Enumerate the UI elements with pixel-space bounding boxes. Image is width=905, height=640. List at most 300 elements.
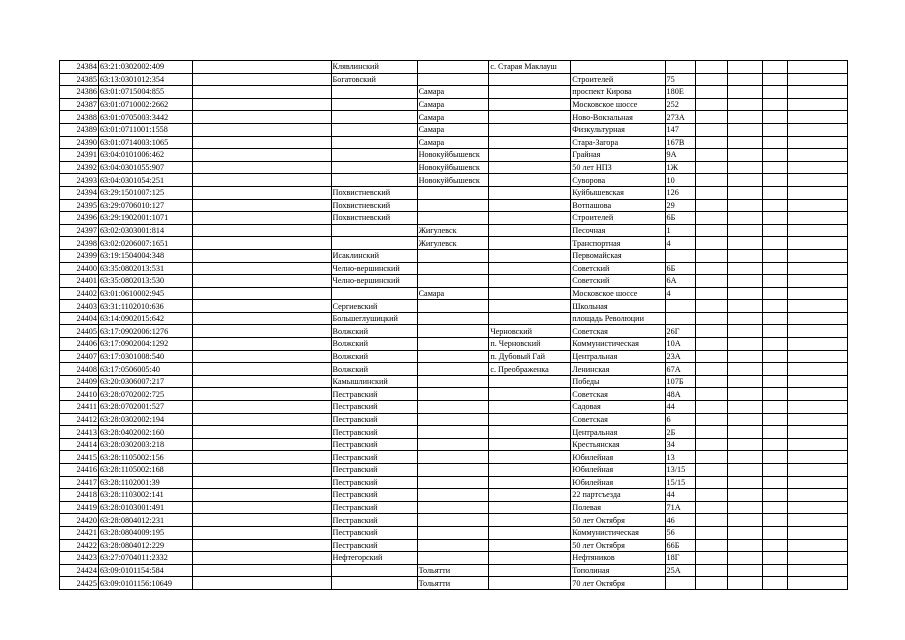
cell-cadastral-number[interactable]: 63:09:0101154:584 xyxy=(98,564,192,577)
cell-district[interactable]: Пестравский xyxy=(331,426,417,439)
cell-row-number[interactable]: 24389 xyxy=(60,123,99,136)
cell-city[interactable] xyxy=(417,275,489,288)
cell-city[interactable] xyxy=(417,212,489,225)
cell-settlement[interactable]: с. Преображенка xyxy=(489,363,571,376)
cell-empty[interactable] xyxy=(788,275,848,288)
cell-empty[interactable] xyxy=(762,123,788,136)
cell-settlement[interactable] xyxy=(489,262,571,275)
cell-empty[interactable] xyxy=(788,224,848,237)
cell-cadastral-number[interactable]: 63:31:1102010:636 xyxy=(98,300,192,313)
cell-district[interactable]: Клявлинский xyxy=(331,61,417,74)
cell-district[interactable]: Пестравский xyxy=(331,489,417,502)
cell-district[interactable] xyxy=(331,564,417,577)
cell-district[interactable]: Волжский xyxy=(331,325,417,338)
cell-empty[interactable] xyxy=(788,451,848,464)
cell-street[interactable]: проспект Кирова xyxy=(571,86,665,99)
cell-street[interactable]: Вотпашова xyxy=(571,199,665,212)
cell-empty[interactable] xyxy=(728,325,763,338)
cell-empty[interactable] xyxy=(762,161,788,174)
cell-empty[interactable] xyxy=(728,199,763,212)
cell-street[interactable]: Советская xyxy=(571,325,665,338)
cell-cadastral-number[interactable]: 63:02:0303001:814 xyxy=(98,224,192,237)
cell-house[interactable]: 10 xyxy=(665,174,696,187)
cell-empty[interactable] xyxy=(193,501,331,514)
cell-cadastral-number[interactable]: 63:21:0302002:409 xyxy=(98,61,192,74)
cell-house[interactable]: 34 xyxy=(665,438,696,451)
cell-empty[interactable] xyxy=(788,401,848,414)
cell-city[interactable] xyxy=(417,249,489,262)
cell-empty[interactable] xyxy=(762,249,788,262)
cell-settlement[interactable] xyxy=(489,287,571,300)
cell-empty[interactable] xyxy=(696,249,728,262)
cell-house[interactable] xyxy=(665,249,696,262)
cell-empty[interactable] xyxy=(762,61,788,74)
cell-empty[interactable] xyxy=(728,73,763,86)
cell-empty[interactable] xyxy=(696,552,728,565)
cell-row-number[interactable]: 24415 xyxy=(60,451,99,464)
cell-street[interactable]: Строителей xyxy=(571,212,665,225)
cell-empty[interactable] xyxy=(762,73,788,86)
cell-empty[interactable] xyxy=(193,123,331,136)
cell-city[interactable] xyxy=(417,401,489,414)
cell-empty[interactable] xyxy=(696,577,728,590)
cell-empty[interactable] xyxy=(788,526,848,539)
cell-empty[interactable] xyxy=(696,174,728,187)
cell-cadastral-number[interactable]: 63:19:1504004:348 xyxy=(98,249,192,262)
cell-empty[interactable] xyxy=(762,312,788,325)
cell-cadastral-number[interactable]: 63:01:0610002:945 xyxy=(98,287,192,300)
cell-house[interactable]: 6Б xyxy=(665,212,696,225)
cell-empty[interactable] xyxy=(788,338,848,351)
cell-empty[interactable] xyxy=(728,489,763,502)
cell-empty[interactable] xyxy=(762,363,788,376)
cell-city[interactable]: Самара xyxy=(417,136,489,149)
cell-settlement[interactable] xyxy=(489,136,571,149)
cell-district[interactable] xyxy=(331,224,417,237)
cell-settlement[interactable] xyxy=(489,111,571,124)
cell-empty[interactable] xyxy=(762,401,788,414)
cell-empty[interactable] xyxy=(193,73,331,86)
cell-city[interactable]: Самара xyxy=(417,123,489,136)
cell-empty[interactable] xyxy=(728,451,763,464)
cell-city[interactable] xyxy=(417,426,489,439)
cell-empty[interactable] xyxy=(728,111,763,124)
cell-street[interactable]: Школьная xyxy=(571,300,665,313)
cell-empty[interactable] xyxy=(193,476,331,489)
cell-empty[interactable] xyxy=(193,98,331,111)
cell-empty[interactable] xyxy=(193,451,331,464)
cell-empty[interactable] xyxy=(696,186,728,199)
cell-district[interactable] xyxy=(331,577,417,590)
cell-empty[interactable] xyxy=(696,476,728,489)
cell-empty[interactable] xyxy=(762,262,788,275)
cell-empty[interactable] xyxy=(762,212,788,225)
cell-empty[interactable] xyxy=(788,287,848,300)
cell-street[interactable]: Советский xyxy=(571,275,665,288)
cell-empty[interactable] xyxy=(696,413,728,426)
cell-city[interactable] xyxy=(417,501,489,514)
cell-street[interactable]: 50 лет НПЗ xyxy=(571,161,665,174)
cell-cadastral-number[interactable]: 63:02:0206007:1651 xyxy=(98,237,192,250)
cell-street[interactable]: Юбилейная xyxy=(571,464,665,477)
cell-empty[interactable] xyxy=(788,350,848,363)
cell-row-number[interactable]: 24385 xyxy=(60,73,99,86)
cell-settlement[interactable] xyxy=(489,577,571,590)
cell-empty[interactable] xyxy=(728,539,763,552)
cell-row-number[interactable]: 24384 xyxy=(60,61,99,74)
cell-house[interactable]: 6 xyxy=(665,413,696,426)
cell-empty[interactable] xyxy=(193,577,331,590)
cell-city[interactable]: Самара xyxy=(417,86,489,99)
cell-empty[interactable] xyxy=(193,325,331,338)
cell-empty[interactable] xyxy=(762,237,788,250)
cell-cadastral-number[interactable]: 63:28:0804012:229 xyxy=(98,539,192,552)
cell-empty[interactable] xyxy=(788,237,848,250)
cell-empty[interactable] xyxy=(193,287,331,300)
cell-empty[interactable] xyxy=(696,161,728,174)
cell-city[interactable] xyxy=(417,350,489,363)
cell-empty[interactable] xyxy=(788,489,848,502)
cell-cadastral-number[interactable]: 63:35:0802013:530 xyxy=(98,275,192,288)
cell-street[interactable]: площадь Революции xyxy=(571,312,665,325)
cell-empty[interactable] xyxy=(193,552,331,565)
cell-empty[interactable] xyxy=(788,174,848,187)
cell-empty[interactable] xyxy=(728,86,763,99)
cell-district[interactable]: Пестравский xyxy=(331,451,417,464)
cell-empty[interactable] xyxy=(762,275,788,288)
cell-city[interactable] xyxy=(417,325,489,338)
cell-empty[interactable] xyxy=(762,375,788,388)
cell-empty[interactable] xyxy=(696,426,728,439)
cell-empty[interactable] xyxy=(193,363,331,376)
cell-cadastral-number[interactable]: 63:17:0902006:1276 xyxy=(98,325,192,338)
cell-cadastral-number[interactable]: 63:28:0302003:218 xyxy=(98,438,192,451)
cell-house[interactable]: 48А xyxy=(665,388,696,401)
cell-empty[interactable] xyxy=(728,526,763,539)
cell-empty[interactable] xyxy=(696,539,728,552)
cell-street[interactable]: Советская xyxy=(571,413,665,426)
cell-empty[interactable] xyxy=(696,514,728,527)
cell-district[interactable]: Сергиевский xyxy=(331,300,417,313)
cell-cadastral-number[interactable]: 63:28:0702002:725 xyxy=(98,388,192,401)
cell-empty[interactable] xyxy=(762,186,788,199)
cell-empty[interactable] xyxy=(762,451,788,464)
cell-house[interactable]: 44 xyxy=(665,401,696,414)
cell-street[interactable]: Московское шоссе xyxy=(571,98,665,111)
cell-city[interactable] xyxy=(417,476,489,489)
cell-empty[interactable] xyxy=(696,136,728,149)
cell-house[interactable]: 147 xyxy=(665,123,696,136)
cell-empty[interactable] xyxy=(193,413,331,426)
cell-empty[interactable] xyxy=(788,136,848,149)
cell-settlement[interactable] xyxy=(489,564,571,577)
cell-settlement[interactable] xyxy=(489,249,571,262)
cell-empty[interactable] xyxy=(728,224,763,237)
cell-row-number[interactable]: 24393 xyxy=(60,174,99,187)
cell-row-number[interactable]: 24405 xyxy=(60,325,99,338)
cell-settlement[interactable] xyxy=(489,186,571,199)
cell-empty[interactable] xyxy=(696,312,728,325)
cell-empty[interactable] xyxy=(696,287,728,300)
cell-row-number[interactable]: 24423 xyxy=(60,552,99,565)
cell-empty[interactable] xyxy=(728,413,763,426)
cell-empty[interactable] xyxy=(696,401,728,414)
cell-empty[interactable] xyxy=(788,577,848,590)
cell-empty[interactable] xyxy=(788,325,848,338)
cell-city[interactable] xyxy=(417,199,489,212)
cell-cadastral-number[interactable]: 63:13:0301012:354 xyxy=(98,73,192,86)
cell-settlement[interactable] xyxy=(489,300,571,313)
cell-empty[interactable] xyxy=(696,489,728,502)
cell-house[interactable] xyxy=(665,577,696,590)
cell-empty[interactable] xyxy=(696,111,728,124)
cell-city[interactable] xyxy=(417,526,489,539)
cell-empty[interactable] xyxy=(696,564,728,577)
cell-empty[interactable] xyxy=(788,61,848,74)
cell-empty[interactable] xyxy=(193,249,331,262)
cell-row-number[interactable]: 24401 xyxy=(60,275,99,288)
cell-empty[interactable] xyxy=(728,275,763,288)
cell-empty[interactable] xyxy=(193,388,331,401)
cell-house[interactable]: 6А xyxy=(665,275,696,288)
cell-district[interactable] xyxy=(331,136,417,149)
cell-house[interactable]: 180Е xyxy=(665,86,696,99)
cell-house[interactable]: 67А xyxy=(665,363,696,376)
cell-empty[interactable] xyxy=(762,338,788,351)
cell-district[interactable]: Волжский xyxy=(331,363,417,376)
cell-cadastral-number[interactable]: 63:01:0711001:1558 xyxy=(98,123,192,136)
cell-cadastral-number[interactable]: 63:14:0902015:642 xyxy=(98,312,192,325)
cell-settlement[interactable] xyxy=(489,438,571,451)
cell-cadastral-number[interactable]: 63:28:0103001:491 xyxy=(98,501,192,514)
cell-street[interactable]: 70 лет Октября xyxy=(571,577,665,590)
cell-city[interactable] xyxy=(417,262,489,275)
cell-empty[interactable] xyxy=(762,577,788,590)
cell-district[interactable]: Похвистневский xyxy=(331,186,417,199)
cell-settlement[interactable] xyxy=(489,86,571,99)
cell-empty[interactable] xyxy=(696,149,728,162)
cell-settlement[interactable] xyxy=(489,489,571,502)
cell-row-number[interactable]: 24412 xyxy=(60,413,99,426)
cell-settlement[interactable] xyxy=(489,312,571,325)
cell-city[interactable]: Жигулевск xyxy=(417,237,489,250)
cell-empty[interactable] xyxy=(696,199,728,212)
cell-empty[interactable] xyxy=(193,186,331,199)
cell-empty[interactable] xyxy=(788,312,848,325)
cell-row-number[interactable]: 24388 xyxy=(60,111,99,124)
cell-street[interactable]: 50 лет Октября xyxy=(571,539,665,552)
cell-house[interactable]: 29 xyxy=(665,199,696,212)
cell-row-number[interactable]: 24417 xyxy=(60,476,99,489)
cell-empty[interactable] xyxy=(762,501,788,514)
cell-row-number[interactable]: 24425 xyxy=(60,577,99,590)
cell-house[interactable] xyxy=(665,312,696,325)
cell-street[interactable]: Крестьянская xyxy=(571,438,665,451)
cell-empty[interactable] xyxy=(193,526,331,539)
cell-row-number[interactable]: 24421 xyxy=(60,526,99,539)
cell-settlement[interactable] xyxy=(489,237,571,250)
cell-row-number[interactable]: 24395 xyxy=(60,199,99,212)
cell-city[interactable]: Жигулевск xyxy=(417,224,489,237)
cell-city[interactable] xyxy=(417,489,489,502)
cell-district[interactable]: Пестравский xyxy=(331,438,417,451)
cell-district[interactable]: Похвистневский xyxy=(331,212,417,225)
cell-empty[interactable] xyxy=(788,249,848,262)
cell-empty[interactable] xyxy=(762,224,788,237)
cell-cadastral-number[interactable]: 63:28:0804009:195 xyxy=(98,526,192,539)
cell-empty[interactable] xyxy=(696,61,728,74)
cell-settlement[interactable] xyxy=(489,161,571,174)
cell-row-number[interactable]: 24387 xyxy=(60,98,99,111)
cell-empty[interactable] xyxy=(788,262,848,275)
cell-street[interactable]: Юбилейная xyxy=(571,476,665,489)
cell-cadastral-number[interactable]: 63:28:1102001:39 xyxy=(98,476,192,489)
cell-row-number[interactable]: 24391 xyxy=(60,149,99,162)
cell-cadastral-number[interactable]: 63:04:0101006:462 xyxy=(98,149,192,162)
cell-empty[interactable] xyxy=(788,212,848,225)
cell-row-number[interactable]: 24402 xyxy=(60,287,99,300)
cell-city[interactable] xyxy=(417,375,489,388)
cell-house[interactable]: 25А xyxy=(665,564,696,577)
cell-city[interactable]: Самара xyxy=(417,111,489,124)
cell-empty[interactable] xyxy=(696,438,728,451)
cell-cadastral-number[interactable]: 63:29:0706010:127 xyxy=(98,199,192,212)
cell-empty[interactable] xyxy=(193,401,331,414)
cell-empty[interactable] xyxy=(696,98,728,111)
cell-empty[interactable] xyxy=(728,388,763,401)
cell-city[interactable]: Новокуйбышевск xyxy=(417,149,489,162)
cell-empty[interactable] xyxy=(696,300,728,313)
cell-house[interactable] xyxy=(665,61,696,74)
cell-empty[interactable] xyxy=(762,98,788,111)
cell-settlement[interactable] xyxy=(489,401,571,414)
cell-empty[interactable] xyxy=(762,539,788,552)
cell-street[interactable]: 22 партсъезда xyxy=(571,489,665,502)
cell-house[interactable]: 167В xyxy=(665,136,696,149)
cell-empty[interactable] xyxy=(193,426,331,439)
cell-cadastral-number[interactable]: 63:04:0301054:251 xyxy=(98,174,192,187)
cell-street[interactable]: Стара-Загора xyxy=(571,136,665,149)
cell-empty[interactable] xyxy=(788,539,848,552)
cell-street[interactable] xyxy=(571,61,665,74)
cell-empty[interactable] xyxy=(696,325,728,338)
cell-empty[interactable] xyxy=(762,86,788,99)
cell-city[interactable]: Тольятти xyxy=(417,577,489,590)
cell-row-number[interactable]: 24418 xyxy=(60,489,99,502)
cell-empty[interactable] xyxy=(193,174,331,187)
cell-settlement[interactable] xyxy=(489,552,571,565)
cell-empty[interactable] xyxy=(728,149,763,162)
cell-settlement[interactable] xyxy=(489,426,571,439)
cell-empty[interactable] xyxy=(728,350,763,363)
cell-empty[interactable] xyxy=(788,464,848,477)
cell-settlement[interactable] xyxy=(489,98,571,111)
cell-street[interactable]: Советская xyxy=(571,388,665,401)
cell-empty[interactable] xyxy=(788,300,848,313)
cell-district[interactable]: Пестравский xyxy=(331,413,417,426)
cell-district[interactable]: Челно-вершинский xyxy=(331,262,417,275)
cell-house[interactable]: 273А xyxy=(665,111,696,124)
cell-empty[interactable] xyxy=(788,73,848,86)
cell-row-number[interactable]: 24394 xyxy=(60,186,99,199)
cell-street[interactable]: Песочная xyxy=(571,224,665,237)
cell-empty[interactable] xyxy=(788,363,848,376)
cell-empty[interactable] xyxy=(788,476,848,489)
cell-empty[interactable] xyxy=(728,426,763,439)
cell-empty[interactable] xyxy=(728,338,763,351)
cell-city[interactable] xyxy=(417,552,489,565)
cell-house[interactable]: 75 xyxy=(665,73,696,86)
cell-house[interactable]: 13 xyxy=(665,451,696,464)
cell-empty[interactable] xyxy=(193,564,331,577)
cell-district[interactable] xyxy=(331,161,417,174)
cell-district[interactable]: Большеглушицкий xyxy=(331,312,417,325)
cell-house[interactable]: 10А xyxy=(665,338,696,351)
cell-row-number[interactable]: 24407 xyxy=(60,350,99,363)
cell-empty[interactable] xyxy=(762,300,788,313)
cell-empty[interactable] xyxy=(728,186,763,199)
cell-district[interactable] xyxy=(331,111,417,124)
cell-cadastral-number[interactable]: 63:01:0715004:855 xyxy=(98,86,192,99)
cell-empty[interactable] xyxy=(193,338,331,351)
cell-district[interactable]: Пестравский xyxy=(331,514,417,527)
cell-city[interactable] xyxy=(417,73,489,86)
cell-empty[interactable] xyxy=(193,161,331,174)
cell-empty[interactable] xyxy=(788,514,848,527)
cell-district[interactable] xyxy=(331,98,417,111)
cell-empty[interactable] xyxy=(193,262,331,275)
cell-empty[interactable] xyxy=(696,73,728,86)
cell-empty[interactable] xyxy=(728,300,763,313)
cell-district[interactable]: Пестравский xyxy=(331,539,417,552)
cell-row-number[interactable]: 24414 xyxy=(60,438,99,451)
cell-cadastral-number[interactable]: 63:28:0702001:527 xyxy=(98,401,192,414)
cell-settlement[interactable] xyxy=(489,73,571,86)
cell-house[interactable]: 44 xyxy=(665,489,696,502)
cell-cadastral-number[interactable]: 63:27:0704011:2332 xyxy=(98,552,192,565)
cell-district[interactable]: Челно-вершинский xyxy=(331,275,417,288)
cell-row-number[interactable]: 24397 xyxy=(60,224,99,237)
cell-empty[interactable] xyxy=(193,312,331,325)
cell-settlement[interactable] xyxy=(489,451,571,464)
cell-empty[interactable] xyxy=(193,539,331,552)
cell-empty[interactable] xyxy=(193,300,331,313)
cell-empty[interactable] xyxy=(696,123,728,136)
cell-settlement[interactable] xyxy=(489,539,571,552)
cell-empty[interactable] xyxy=(193,237,331,250)
cell-row-number[interactable]: 24390 xyxy=(60,136,99,149)
cell-empty[interactable] xyxy=(788,98,848,111)
cell-street[interactable]: Полевая xyxy=(571,501,665,514)
cell-street[interactable]: Строителей xyxy=(571,73,665,86)
cell-empty[interactable] xyxy=(193,224,331,237)
cell-settlement[interactable] xyxy=(489,375,571,388)
cell-empty[interactable] xyxy=(728,287,763,300)
cell-cadastral-number[interactable]: 63:04:0301055:907 xyxy=(98,161,192,174)
cell-district[interactable]: Богатовский xyxy=(331,73,417,86)
cell-district[interactable] xyxy=(331,174,417,187)
cell-street[interactable]: Садовая xyxy=(571,401,665,414)
cell-settlement[interactable] xyxy=(489,174,571,187)
cell-empty[interactable] xyxy=(728,136,763,149)
cell-house[interactable]: 56 xyxy=(665,526,696,539)
cell-empty[interactable] xyxy=(193,149,331,162)
cell-row-number[interactable]: 24413 xyxy=(60,426,99,439)
cell-empty[interactable] xyxy=(728,501,763,514)
cell-house[interactable]: 2Б xyxy=(665,426,696,439)
cell-district[interactable]: Волжский xyxy=(331,350,417,363)
cell-empty[interactable] xyxy=(728,438,763,451)
